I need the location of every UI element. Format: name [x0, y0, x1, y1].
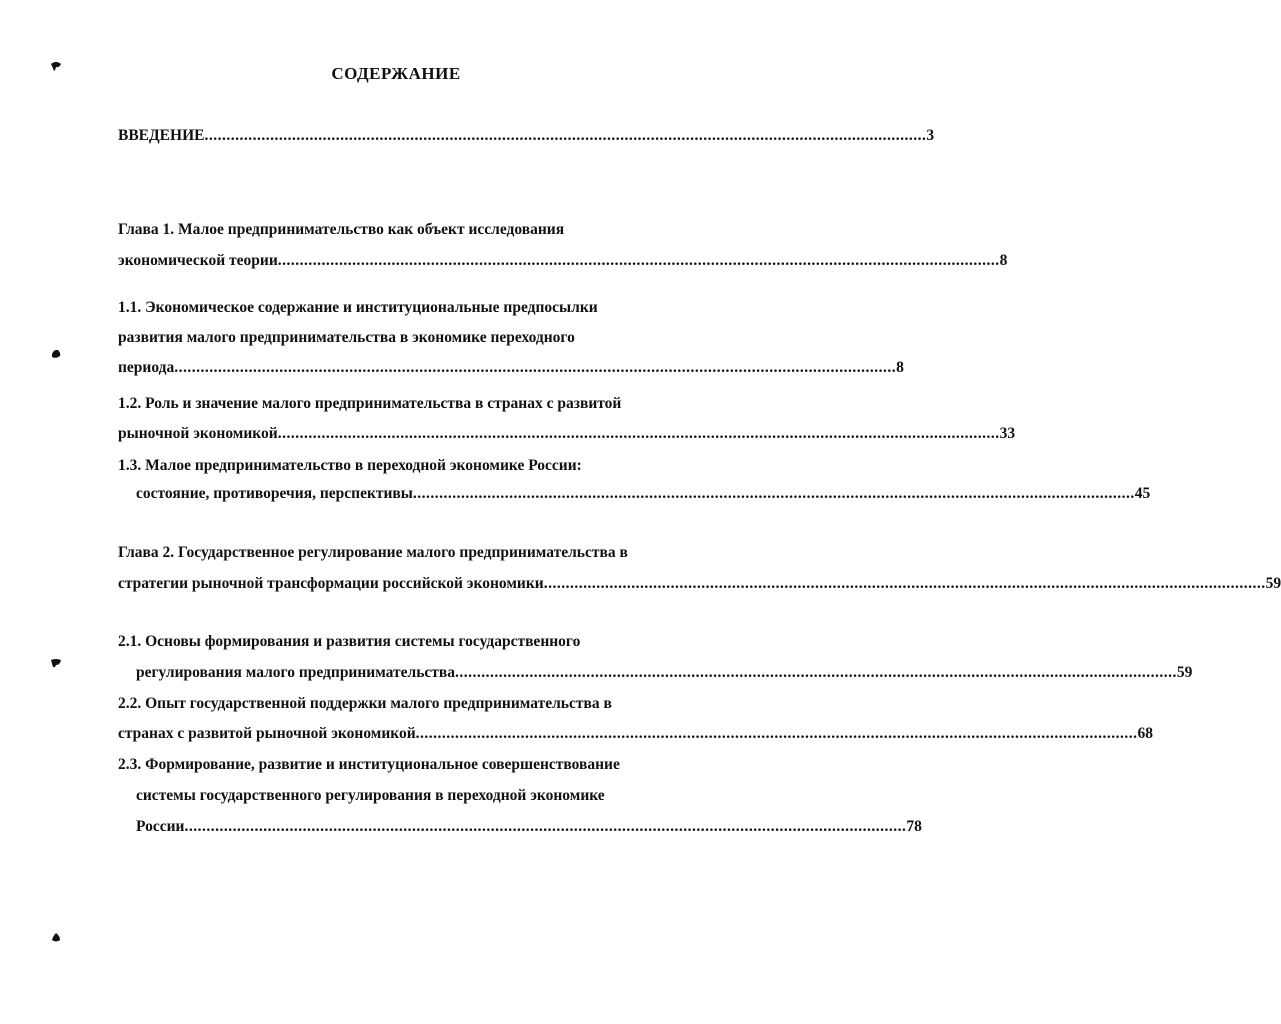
toc-entry-text: рыночной экономикой — [118, 425, 278, 442]
toc-entry-text: стратегии рыночной трансформации российской экономики — [118, 575, 544, 592]
toc-entry-text: периода — [118, 359, 175, 376]
toc-entry-section-2-2[interactable]: 2.2. Опыт государственной поддержки малого предпринимательства в — [118, 695, 612, 712]
toc-page-number: 59 — [1176, 664, 1193, 681]
dot-leader: ..................................................................................................................................................................... — [415, 725, 1138, 742]
toc-page-number: 3 — [926, 127, 935, 144]
toc-entry-section-2-3-cont[interactable]: системы государственного регулирования в переходной экономике — [136, 787, 605, 804]
toc-entry-chapter-1[interactable]: Глава 1. Малое предпринимательство как объект исследования — [118, 221, 565, 238]
toc-page-number: 8 — [999, 252, 1008, 269]
dot-leader: ..................................................................................................................................................................... — [412, 485, 1135, 502]
dot-leader: ..................................................................................................................................................................... — [174, 359, 897, 376]
toc-page-number: 8 — [896, 359, 904, 376]
dot-leader: ..................................................................................................................................................................... — [184, 818, 907, 835]
toc-entry-section-1-2[interactable]: 1.2. Роль и значение малого предпринимательства в странах с развитой — [118, 395, 622, 412]
toc-page-number: 33 — [999, 425, 1016, 442]
toc-entry-section-1-1[interactable]: 1.1. Экономическое содержание и институциональные предпосылки — [118, 299, 598, 316]
toc-page-number: 59 — [1265, 575, 1281, 592]
toc-entry-text: состояние, противоречия, перспективы — [136, 485, 413, 502]
toc-entry-section-1-2-cont[interactable] — [118, 424, 1016, 444]
toc-entry-introduction[interactable] — [118, 126, 935, 146]
toc-entry-text: ВВЕДЕНИЕ — [118, 127, 205, 144]
dot-leader: ..................................................................................................................................................................... — [455, 664, 1177, 681]
scan-hole-mark-icon — [50, 657, 62, 669]
toc-entry-section-2-2-cont[interactable] — [118, 724, 1154, 744]
toc-entry-section-1-3[interactable]: 1.3. Малое предпринимательство в переходной экономике России: — [118, 457, 582, 474]
toc-entry-section-1-3-cont[interactable] — [136, 484, 1151, 504]
toc-entry-section-1-1-end[interactable] — [118, 358, 904, 378]
toc-entry-text: странах с развитой рыночной экономикой — [118, 725, 416, 742]
page-title: СОДЕРЖАНИЕ — [331, 64, 461, 83]
dot-leader: ..................................................................................................................................................................... — [277, 425, 1000, 442]
dot-leader: ..................................................................................................................................................................... — [277, 252, 1000, 269]
toc-entry-section-2-1[interactable]: 2.1. Основы формирования и развития системы государственного — [118, 633, 581, 650]
toc-page-number: 45 — [1134, 485, 1151, 502]
dot-leader: ..................................................................................................................................................................... — [204, 127, 927, 144]
scan-hole-mark-icon — [50, 932, 62, 944]
scan-hole-mark-icon — [50, 348, 62, 360]
toc-entry-text: России — [136, 818, 185, 835]
toc-entry-chapter-2[interactable]: Глава 2. Государственное регулирование малого предпринимательства в — [118, 544, 628, 561]
toc-entry-chapter-1-cont[interactable] — [118, 251, 1008, 271]
toc-entry-chapter-2-cont[interactable] — [118, 574, 1281, 594]
dot-leader: ..................................................................................................................................................................... — [543, 575, 1266, 592]
toc-entry-section-2-3-end[interactable] — [136, 817, 922, 837]
toc-entry-text: экономической теории — [118, 252, 278, 269]
toc-entry-section-2-1-cont[interactable] — [136, 663, 1193, 683]
toc-entry-section-2-3[interactable]: 2.3. Формирование, развитие и институциональное совершенствование — [118, 756, 620, 773]
toc-entry-text: регулирования малого предпринимательства — [136, 664, 456, 681]
toc-page-number: 78 — [906, 818, 922, 835]
toc-page-number: 68 — [1137, 725, 1154, 742]
toc-entry-section-1-1-cont[interactable]: развития малого предпринимательства в экономике переходного — [118, 329, 575, 346]
